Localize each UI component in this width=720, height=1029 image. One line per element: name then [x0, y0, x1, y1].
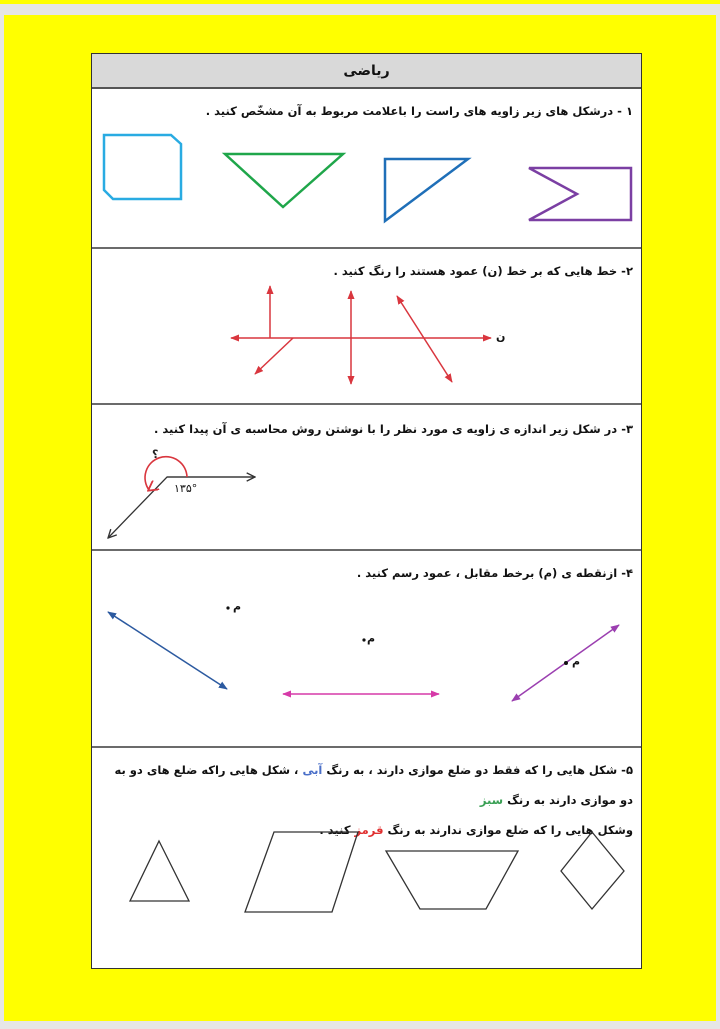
q5-triangle-shape — [130, 841, 189, 901]
worksheet-sheet — [91, 53, 642, 969]
blue-right-triangle-shape — [385, 159, 468, 221]
q5-trapezoid-shape — [386, 851, 518, 909]
angle-figure — [108, 453, 255, 538]
cyan-cut-corner-square-shape — [104, 135, 181, 199]
q5-text-part: کنید . — [319, 823, 355, 837]
line-n-figure — [231, 286, 491, 384]
point-m-label-2: م — [367, 632, 376, 645]
q5-text-part: وشکل هایی را که ضلع موازی ندارند به رنگ — [383, 823, 633, 837]
unknown-angle-label: ؟ — [152, 448, 159, 461]
perpendicular-lines-figure — [108, 606, 619, 701]
red-word: قرمز — [354, 823, 384, 837]
q5-text-part: ، شکل هایی راکه ضلع های دو به دو موازی دارند به رنگ — [114, 763, 633, 807]
purple-notched-rectangle-shape — [529, 168, 631, 220]
green-inverted-triangle-shape — [225, 154, 343, 207]
q5-text-part: ۵- شکل هایی را که فقط دو ضلع موازی دارند ، به رنگ — [322, 763, 633, 777]
question-2-text: ۲- خط هایی که بر خط (ن) عمود هستند را رنگ کنید . — [333, 264, 633, 278]
page-title: ریاضی — [92, 54, 641, 89]
top-yellow-strip — [0, 0, 720, 4]
question-4-text: ۴- ازنقطه ی (م) برخط مقابل ، عمود رسم کنید . — [356, 566, 633, 580]
point-m-label-1: م — [233, 600, 242, 613]
green-word: سبز — [479, 793, 504, 807]
q5-rhombus-shape — [561, 832, 624, 909]
question-3-text: ۳- در شکل زیر اندازه ی زاویه ی مورد نظر را با نوشتن روش محاسبه ی آن پیدا کنید . — [153, 422, 633, 436]
line-n-label: ن — [496, 330, 506, 343]
question-1-text: ۱ - درشکل های زیر زاویه های راست را باعلامت مربوط به آن مشخّص کنید . — [205, 104, 633, 118]
blue-word: آبی — [302, 763, 323, 777]
angle-135-label: ۱۳۵° — [174, 482, 198, 495]
figures-canvas — [92, 54, 643, 970]
point-m-label-3: م — [572, 655, 581, 668]
q5-parallelogram-shape — [245, 832, 358, 912]
